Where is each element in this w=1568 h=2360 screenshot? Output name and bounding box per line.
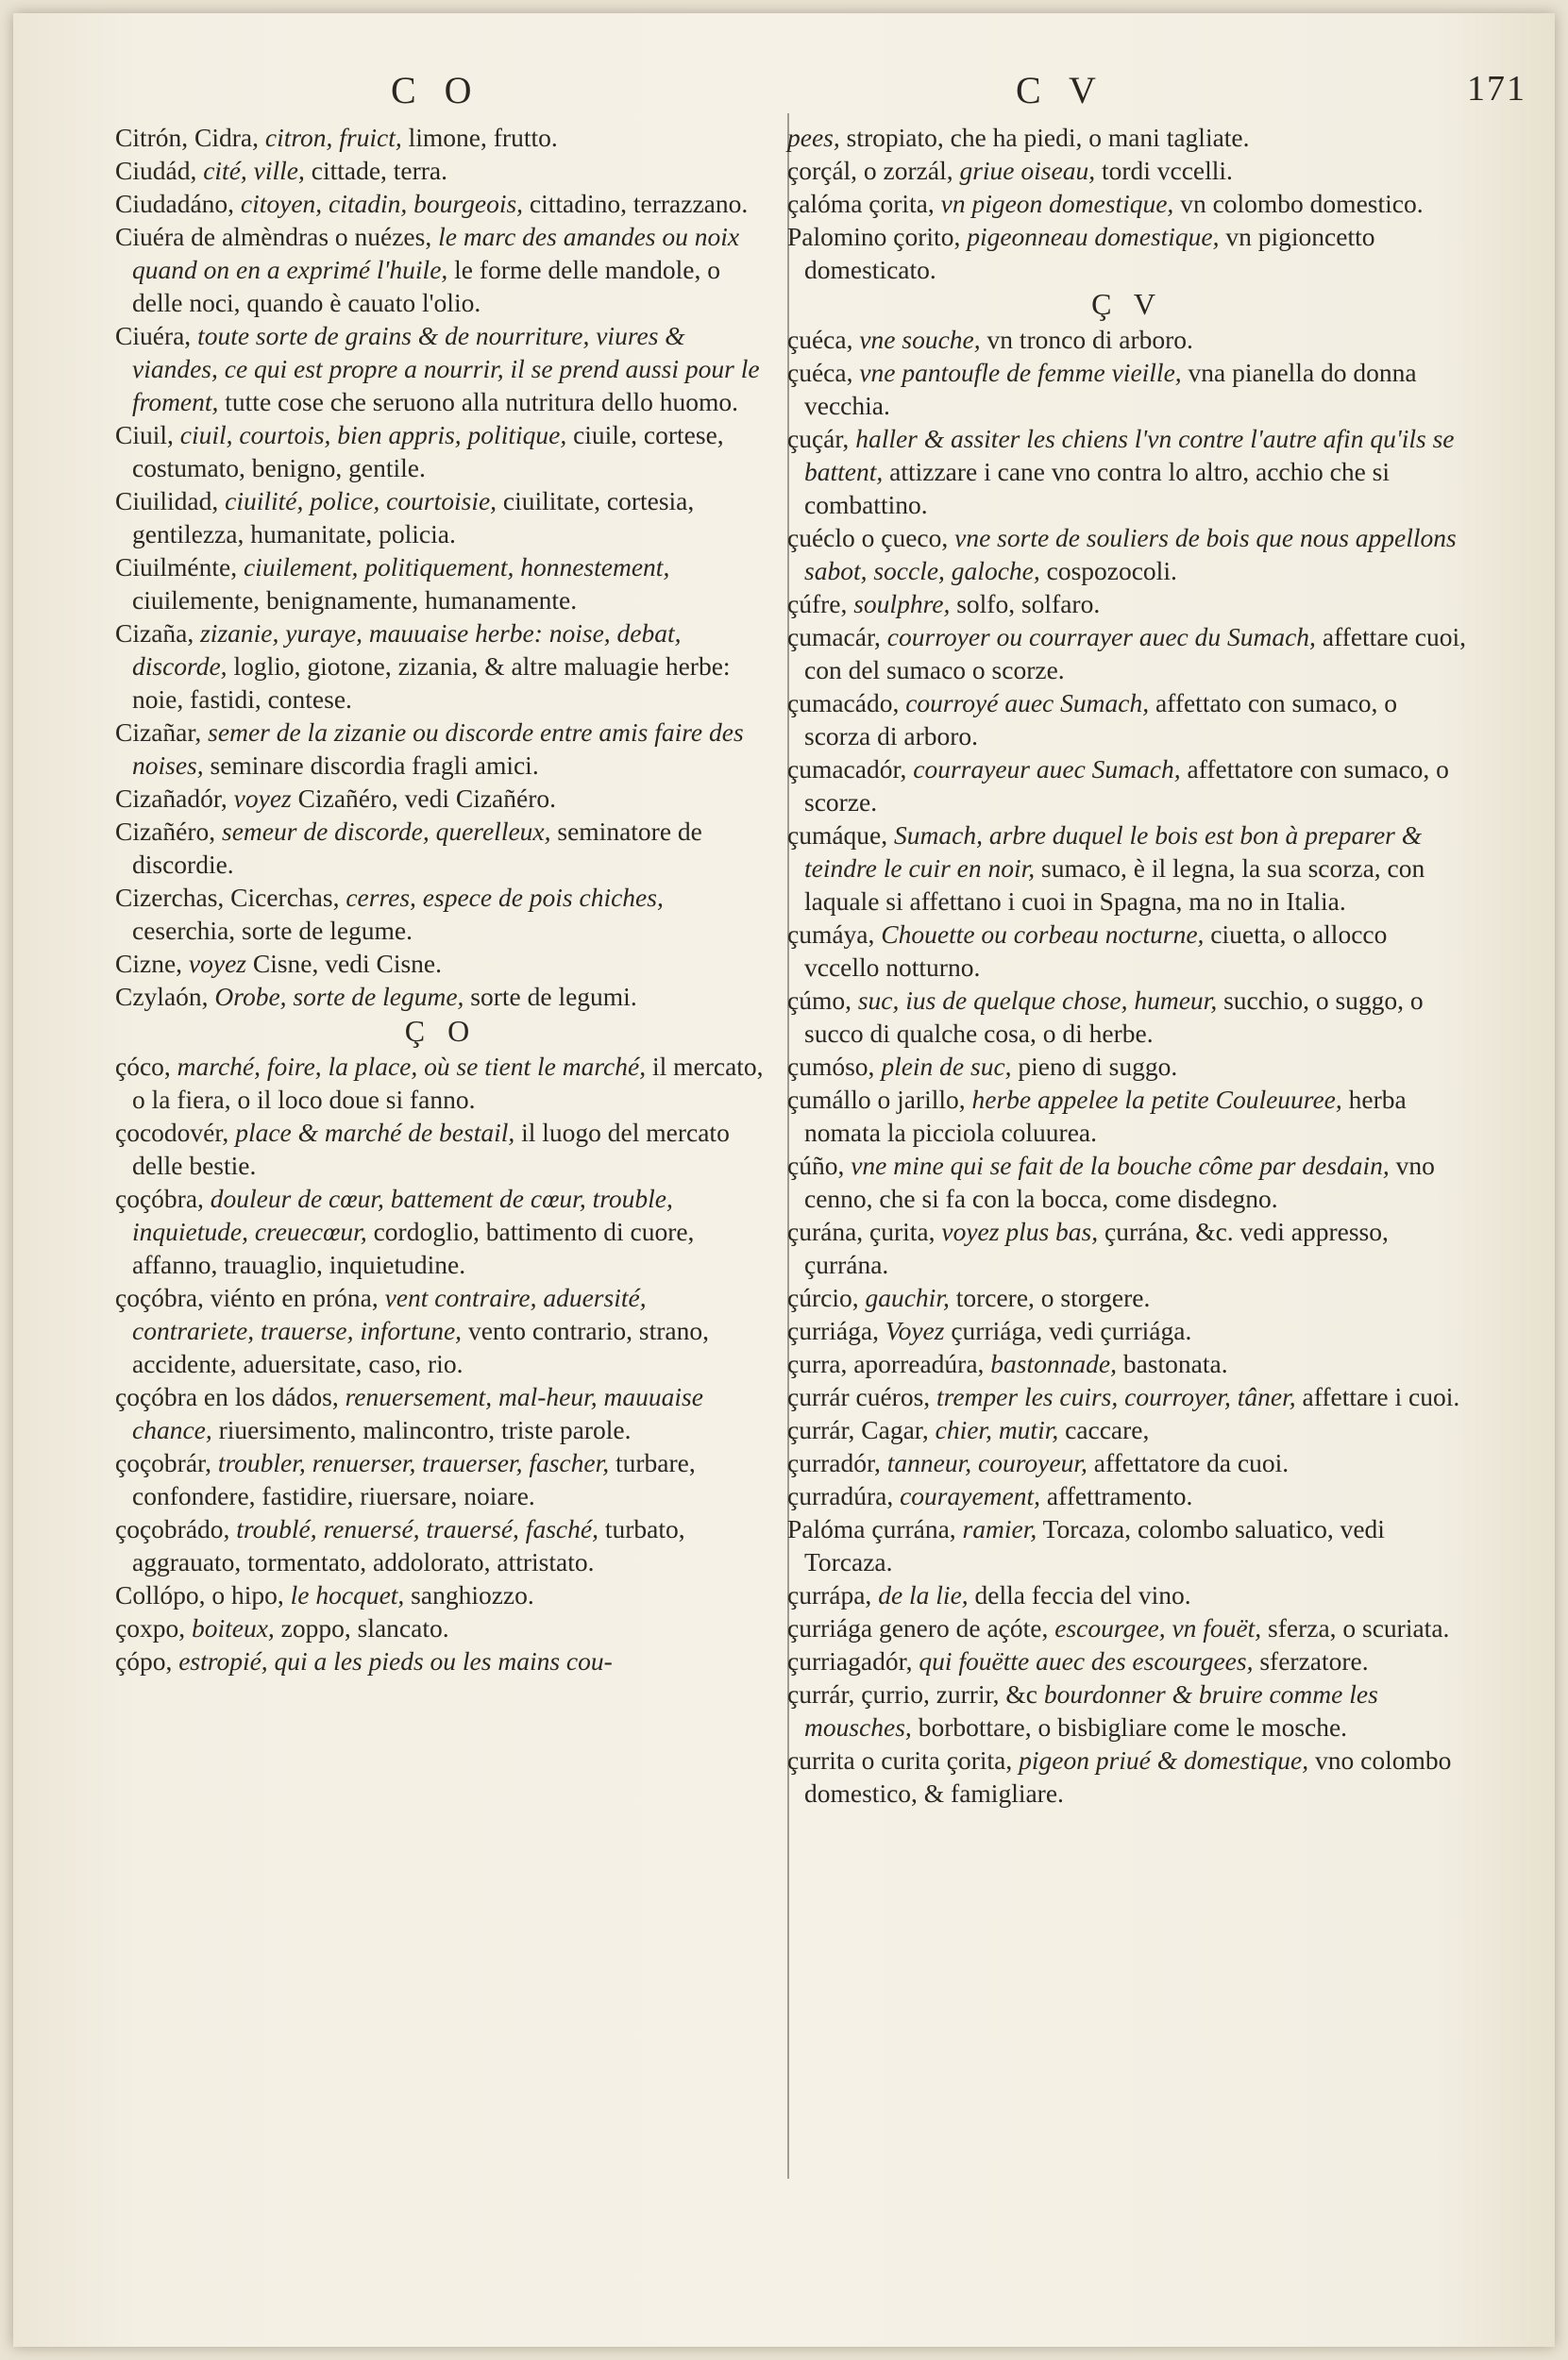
french-gloss: le marc des amandes ou noix quand on en a exprimé l'huile, [132,222,740,284]
headword: Ciudadáno, [115,189,235,218]
headword: Ciuéra, [115,321,192,350]
headword: çurradúra, [787,1481,894,1510]
headword: çúño, [787,1151,845,1180]
french-gloss: semer de la zizanie ou discorde entre amis faire des noises, [132,717,744,780]
french-gloss: toute sorte de grains & de nourriture, viures & viandes, ce qui est propre a nourrir, il se prend aussi pour le froment, [132,321,760,416]
headword: Collópo, o hipo, [115,1580,284,1610]
french-gloss: qui fouëtte auec des escourgees, [919,1646,1254,1676]
italian-gloss: sferza, o scuriata. [1268,1613,1450,1643]
italian-gloss: zoppo, slancato. [280,1613,449,1643]
headword: Ciuilménte, [115,552,238,582]
headword: Citrón, Cidra, [115,123,260,152]
headword: çumáque, [787,820,888,850]
running-head [13,68,1555,115]
italian-gloss: sanghiozzo. [411,1580,534,1610]
dictionary-entry [787,1347,1467,1380]
headword: çumacádo, [787,688,900,717]
dictionary-entry [787,1083,1467,1149]
headword: çúfre, [787,589,848,618]
french-gloss: chier, mutir, [935,1415,1059,1444]
italian-gloss: vna pianella do donna vecchia. [804,358,1417,420]
italian-gloss: affettare cuoi, con del sumaco o scorze. [804,622,1466,684]
italian-gloss: caccare, [1065,1415,1150,1444]
dictionary-entry [115,815,767,881]
dictionary-entry [115,154,767,187]
headword: çoxpo, [115,1613,186,1643]
italian-gloss: vento contrario, strano, accidente, aduersitate, caso, rio. [132,1316,709,1378]
dictionary-entry [115,980,767,1013]
dictionary-entry [787,984,1467,1050]
headword: çumállo o jarillo, [787,1085,966,1114]
italian-gloss: seminare discordia fragli amici. [210,750,539,780]
headword: çuéca, [787,325,853,354]
headword: çurrápa, [787,1580,872,1610]
italian-gloss: seminatore de discordie. [132,817,702,879]
dictionary-page [13,13,1555,2347]
dictionary-entry [787,521,1467,587]
dictionary-entry [115,187,767,220]
dictionary-entry [115,121,767,154]
french-gloss: Sumach, arbre duquel le bois est bon à preparer & teindre le cuir en noir, [804,820,1423,883]
french-gloss: escourgee, vn fouët, [1054,1613,1262,1643]
dictionary-entry [115,418,767,484]
headword: çorçál, o zorzál, [787,156,953,185]
left-running-head: C O [391,69,481,111]
dictionary-entry [787,587,1467,620]
headword: Cizaña, [115,618,194,648]
dictionary-entry [787,686,1467,752]
dictionary-entry [787,1413,1467,1446]
french-gloss: courrayeur auec Sumach, [913,754,1181,784]
section-heading-cv: Ç V [1091,287,1163,321]
dictionary-entry [787,323,1467,356]
italian-gloss: herba nomata la picciola coluurea. [804,1085,1407,1147]
dictionary-entry [115,1380,767,1446]
italian-gloss: sorte de legumi. [470,982,637,1011]
headword: Cizañéro, [115,817,216,846]
italian-gloss: le forme delle mandole, o delle noci, quando è cauato l'olio. [132,255,720,317]
french-gloss: voyez [188,949,246,978]
italian-gloss: Cizañéro, vedi Cizañéro. [297,784,556,813]
french-gloss: bastonnade, [990,1349,1117,1378]
french-gloss: vne souche, [859,325,981,354]
dictionary-entry [787,220,1467,286]
italian-gloss: affettramento. [1046,1481,1193,1510]
french-gloss: pigeon priué & domestique, [1019,1745,1309,1775]
french-gloss: marché, foire, la place, où se tient le marché, [177,1052,647,1081]
dictionary-entry [787,752,1467,818]
french-gloss: renuersement, mal-heur, mauuaise chance, [132,1382,703,1444]
dictionary-entry [787,154,1467,187]
dictionary-entry [787,356,1467,422]
italian-gloss: vn pigioncetto domesticato. [804,222,1375,284]
headword: çurána, çurita, [787,1217,936,1246]
italian-gloss: pieno di suggo. [1018,1052,1178,1081]
french-gloss: Chouette ou corbeau nocturne, [881,919,1205,949]
french-gloss: de la lie, [878,1580,969,1610]
headword: Cizañar, [115,717,202,747]
dictionary-entry [787,918,1467,984]
headword: Ciudád, [115,156,197,185]
french-gloss: ciuilité, police, courtoisie, [225,486,497,515]
french-gloss: cité, ville, [203,156,305,185]
italian-gloss: limone, frutto. [408,123,558,152]
french-gloss: haller & assiter les chiens l'vn contre l'autre afin qu'ils se battent, [804,424,1455,486]
dictionary-entry [787,1050,1467,1083]
french-gloss: zizanie, yuraye, mauuaise herbe: noise, debat, discorde, [132,618,682,681]
section-heading-co: Ç O [404,1014,478,1048]
french-gloss: cerres, espece de pois chiches, [346,883,664,912]
headword: çurra, aporreadúra, [787,1349,985,1378]
dictionary-entry [787,121,1467,154]
headword: çurriagadór, [787,1646,913,1676]
headword: çuçár, [787,424,850,453]
dictionary-entry [787,1380,1467,1413]
dictionary-entry [787,1677,1467,1744]
dictionary-entry [787,1744,1467,1810]
dictionary-entry [115,319,767,418]
dictionary-entry [115,716,767,782]
headword: çurriága, [787,1316,879,1345]
italian-gloss: il mercato, o la fiera, o il loco doue si fanno. [132,1052,764,1114]
headword: Czylaón, [115,982,209,1011]
french-gloss: douleur de cœur, battement de cœur, trouble, inquietude, creuecœur, [132,1184,673,1246]
italian-gloss: turbare, confondere, fastidire, riuersare, noiare. [132,1448,696,1510]
dictionary-entry [787,1281,1467,1314]
headword: çurrita o curita çorita, [787,1745,1013,1775]
italian-gloss: vno cenno, che si fa con la bocca, come disdegno. [804,1151,1435,1213]
italian-gloss: attizzare i cane vno contra lo altro, acchio che si combattino. [804,457,1391,519]
french-gloss: vent contraire, aduersité, contrariete, trauerse, infortune, [132,1283,647,1345]
dictionary-entry [787,620,1467,686]
page-number: 171 [1467,69,1526,109]
dictionary-entry [115,1116,767,1182]
french-gloss: gauchir, [865,1283,950,1312]
headword: çumóso, [787,1052,875,1081]
italian-gloss: ciuilemente, benignamente, humanamente. [132,585,578,615]
italian-gloss: cospozocoli. [1046,556,1177,585]
french-gloss: voyez plus bas, [941,1217,1099,1246]
italian-gloss: affettare i cuoi. [1302,1382,1460,1411]
italian-gloss: stropiato, che ha piedi, o mani tagliate. [846,123,1250,152]
dictionary-entry [115,220,767,319]
headword: çuéca, [787,358,853,387]
dictionary-entry [115,1050,767,1116]
italian-gloss: cittade, terra. [311,156,448,185]
headword: çoçobrár, [115,1448,211,1477]
headword: Cizañadór, [115,784,228,813]
headword: Cizerchas, Cicerchas, [115,883,340,912]
french-gloss: soulphre, [853,589,951,618]
french-gloss: Voyez [885,1316,945,1345]
dictionary-entry [115,1281,767,1380]
italian-gloss: il luogo del mercato delle bestie. [132,1118,730,1180]
french-gloss: pigeonneau domestique, [967,222,1220,251]
french-gloss: vne pantoufle de femme vieille, [859,358,1182,387]
dictionary-entry [787,1512,1467,1578]
headword: çalóma çorita, [787,189,935,218]
dictionary-entry [787,1611,1467,1644]
headword: çuéclo o çueco, [787,523,949,552]
italian-gloss: vn tronco di arboro. [986,325,1193,354]
italian-gloss: solfo, solfaro. [956,589,1101,618]
french-gloss: troubler, renuerser, trauerser, fascher, [217,1448,610,1477]
headword: çurriága genero de açóte, [787,1613,1049,1643]
italian-gloss: della feccia del vino. [974,1580,1191,1610]
right-running-head: C V [1016,69,1105,111]
dictionary-entry [115,782,767,815]
right-column [787,121,1467,1810]
dictionary-entry [787,1446,1467,1479]
french-gloss: courroyé auec Sumach, [905,688,1150,717]
headword: çúmo, [787,986,851,1015]
italian-gloss: affettatore da cuoi. [1093,1448,1290,1477]
french-gloss: citoyen, citadin, bourgeois, [240,189,524,218]
french-gloss: citron, fruict, [264,123,402,152]
italian-gloss: torcere, o storgere. [955,1283,1151,1312]
french-gloss: bourdonner & bruire comme les mousches, [804,1679,1378,1742]
french-gloss: vne mine qui se fait de la bouche côme par desdain, [851,1151,1390,1180]
italian-gloss: cordoglio, battimento di cuore, affanno, trauaglio, inquietudine. [132,1217,695,1279]
italian-gloss: sferzatore. [1259,1646,1369,1676]
french-gloss: Orobe, sorte de legume, [214,982,464,1011]
french-gloss: estropié, qui a les pieds ou les mains cou- [178,1646,613,1676]
italian-gloss: affettatore con sumaco, o scorze. [804,754,1449,817]
italian-gloss: bastonata. [1122,1349,1228,1378]
french-gloss: ramier, [962,1514,1037,1543]
french-gloss: tanneur, couroyeur, [886,1448,1087,1477]
italian-gloss: ciuilitate, cortesia, gentilezza, humanitate, policia. [132,486,695,548]
italian-gloss: cittadino, terrazzano. [529,189,749,218]
headword: Ciuil, [115,420,174,449]
headword: çópo, [115,1646,173,1676]
headword: çurradór, [787,1448,881,1477]
french-gloss: herbe appelee la petite Couleuuree, [971,1085,1342,1114]
italian-gloss: loglio, giotone, zizania, & altre maluagie herbe: noie, fastidi, contese. [132,651,731,714]
italian-gloss: çurrána, &c. vedi appresso, çurrána. [804,1217,1389,1279]
italian-gloss: ciuetta, o allocco vccello notturno. [804,919,1388,982]
italian-gloss: Torcaza, colombo saluatico, vedi Torcaza. [804,1514,1385,1576]
french-gloss: tremper les cuirs, courroyer, tâner, [936,1382,1296,1411]
dictionary-entry [787,187,1467,220]
french-gloss: courayement, [900,1481,1040,1510]
headword: çúrcio, [787,1283,859,1312]
headword: Palomino çorito, [787,222,961,251]
dictionary-entry [115,1446,767,1512]
french-gloss: place & marché de bestail, [235,1118,515,1147]
french-gloss: troublé, renuersé, trauersé, fasché, [236,1514,599,1543]
dictionary-entry [787,1149,1467,1215]
italian-gloss: ciuile, cortese, costumato, benigno, gentile. [132,420,724,482]
headword: çocodovér, [115,1118,229,1147]
headword: çumacár, [787,622,881,651]
french-gloss: ciuilement, politiquement, honnestement, [243,552,670,582]
headword: çóco, [115,1052,171,1081]
dictionary-entry [787,1479,1467,1512]
dictionary-entry [115,484,767,550]
french-gloss: vne sorte de souliers de bois que nous appellons sabot, soccle, galoche, [804,523,1457,585]
headword: Cizne, [115,949,183,978]
headword: çumacadór, [787,754,907,784]
dictionary-entry [787,422,1467,521]
headword: çoçobrádo, [115,1514,230,1543]
headword: çurrár, Cagar, [787,1415,929,1444]
italian-gloss: sumaco, è il legna, la sua scorza, con laquale si affettano i cuoi in Spagna, ma no in Italia. [804,853,1425,916]
italian-gloss: affettato con sumaco, o scorza di arboro. [804,688,1398,750]
dictionary-entry [115,1644,767,1677]
dictionary-entry [115,1611,767,1644]
headword: Ciuéra de almèndras o nuézes, [115,222,432,251]
french-gloss: suc, ius de quelque chose, humeur, [857,986,1218,1015]
headword: çoçóbra en los dádos, [115,1382,339,1411]
french-gloss: semeur de discorde, querelleux, [222,817,551,846]
italian-gloss: riuersimento, malincontro, triste parole. [218,1415,632,1444]
left-column [115,121,767,1677]
italian-gloss: Cisne, vedi Cisne. [252,949,442,978]
headword: çoçóbra, viénto en próna, [115,1283,379,1312]
french-gloss: plein de suc, [881,1052,1012,1081]
italian-gloss: succhio, o suggo, o succo di qualche cosa, o di herbe. [804,986,1424,1048]
italian-gloss: ceserchia, sorte de legume. [132,916,413,945]
dictionary-entry [787,1215,1467,1281]
dictionary-entry [115,1182,767,1281]
dictionary-entry [115,1578,767,1611]
italian-gloss: çurriága, vedi çurriága. [951,1316,1192,1345]
french-gloss: voyez [233,784,292,813]
french-gloss: pees, [787,123,840,152]
dictionary-entry [787,1644,1467,1677]
dictionary-entry [115,550,767,616]
dictionary-entry [787,1314,1467,1347]
dictionary-entry [787,818,1467,918]
italian-gloss: vn colombo domestico. [1180,189,1424,218]
italian-gloss: borbottare, o bisbigliare come le mosche. [918,1712,1348,1742]
italian-gloss: turbato, aggrauato, tormentato, addolorato, attristato. [132,1514,685,1576]
french-gloss: boiteux, [191,1613,275,1643]
french-gloss: le hocquet, [290,1580,405,1610]
italian-gloss: vno colombo domestico, & famigliare. [804,1745,1452,1808]
french-gloss: vn pigeon domestique, [940,189,1174,218]
dictionary-entry [115,616,767,716]
italian-gloss: tutte cose che seruono alla nutritura dello huomo. [225,387,739,416]
french-gloss: courroyer ou courrayer auec du Sumach, [886,622,1316,651]
dictionary-entry [115,881,767,947]
dictionary-entry [787,1578,1467,1611]
dictionary-entry [115,1512,767,1578]
headword: çurrár, çurrio, zurrir, &c [787,1679,1038,1709]
headword: çumáya, [787,919,875,949]
headword: Ciuilidad, [115,486,219,515]
headword: çurrár cuéros, [787,1382,931,1411]
dictionary-entry [115,947,767,980]
headword: çoçóbra, [115,1184,204,1213]
french-gloss: griue oiseau, [959,156,1096,185]
headword: Palóma çurrána, [787,1514,956,1543]
italian-gloss: tordi vccelli. [1101,156,1233,185]
french-gloss: ciuil, courtois, bien appris, politique, [179,420,567,449]
